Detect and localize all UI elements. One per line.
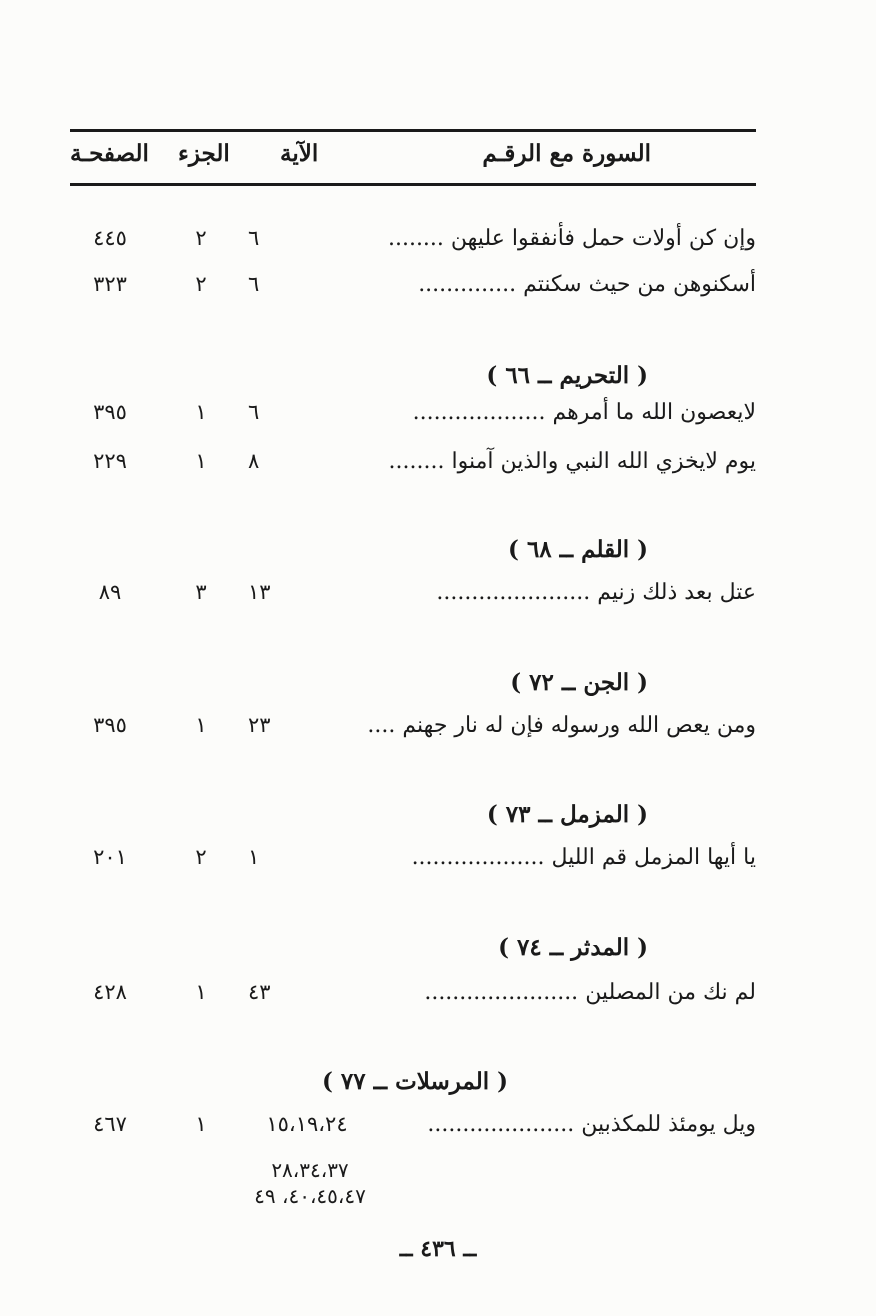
table-row <box>0 713 876 753</box>
verse-words: لم نك من المصلين <box>585 980 756 1005</box>
column-header-juz: الجزء <box>178 140 230 167</box>
page-number: ٣٩٥ <box>93 400 127 424</box>
page-number: ٨٩ <box>98 580 122 604</box>
leader-dots: ...................... <box>436 580 591 605</box>
verse-text <box>376 449 756 474</box>
verse-text <box>376 1112 756 1137</box>
table-row <box>0 400 876 440</box>
page-number: ٢٢٩ <box>93 449 127 473</box>
verse-words: يوم لايخزي الله النبي والذين آمنوا <box>451 449 756 474</box>
leader-dots: .... <box>367 713 396 738</box>
header-rule-top <box>70 129 756 132</box>
surah-heading: ( المرسلات ــ ٧٧ ) <box>321 1068 508 1095</box>
ayah-number: ٦ <box>248 400 260 424</box>
verse-words: يا أيها المزمل قم الليل <box>551 845 756 870</box>
verse-text <box>376 980 756 1005</box>
juz-number: ٣ <box>195 580 207 604</box>
page-number: ٤٦٧ <box>93 1112 127 1136</box>
ayah-number: ٦ <box>248 226 260 250</box>
ayah-number: ٤٣ <box>248 980 271 1004</box>
table-row <box>0 226 876 266</box>
verse-words: عتل بعد ذلك زنيم <box>597 580 756 605</box>
surah-heading: ( التحريم ــ ٦٦ ) <box>486 362 648 389</box>
ayah-number: ٦ <box>248 272 260 296</box>
juz-number: ٢ <box>195 845 207 869</box>
verse-text <box>376 580 756 605</box>
table-row <box>0 580 876 620</box>
surah-heading: ( المدثر ــ ٧٤ ) <box>498 934 648 961</box>
column-header-page: الصفحـة <box>70 140 149 167</box>
page-number: ٣٢٣ <box>93 272 127 296</box>
page-number: ٢٠١ <box>93 845 127 869</box>
verse-text <box>376 226 756 251</box>
verse-text <box>367 713 756 738</box>
column-header-ayah: الآية <box>280 140 319 167</box>
juz-number: ١ <box>195 980 207 1004</box>
page-number-footer: ــ ٤٣٦ ــ <box>399 1236 477 1262</box>
ayah-continuation: ٢٨،٣٤،٣٧ <box>271 1158 349 1182</box>
page-number: ٣٩٥ <box>93 713 127 737</box>
leader-dots: ................... <box>411 845 545 870</box>
verse-words: لايعصون الله ما أمرهم <box>552 400 756 425</box>
verse-words: وإن كن أولات حمل فأنفقوا عليهن <box>450 226 756 251</box>
juz-number: ١ <box>195 1112 207 1136</box>
juz-number: ١ <box>195 449 207 473</box>
verse-words: ويل يومئذ للمكذبين <box>581 1112 756 1137</box>
ayah-continuation: ٤٠،٤٥،٤٧، ٤٩ <box>254 1184 366 1208</box>
juz-number: ٢ <box>195 226 207 250</box>
ayah-number: ٢٣ <box>248 713 271 737</box>
surah-heading: ( القلم ــ ٦٨ ) <box>508 536 648 563</box>
leader-dots: ...................... <box>424 980 579 1005</box>
juz-number: ٢ <box>195 272 207 296</box>
leader-dots: ................... <box>412 400 546 425</box>
juz-number: ١ <box>195 400 207 424</box>
ayah-number: ٨ <box>248 449 260 473</box>
juz-number: ١ <box>195 713 207 737</box>
verse-words: ومن يعص الله ورسوله فإن له نار جهنم <box>402 713 756 738</box>
verse-text <box>376 272 756 297</box>
table-row <box>0 1112 876 1152</box>
leader-dots: .............. <box>418 272 517 297</box>
table-row <box>0 449 876 489</box>
leader-dots: ........ <box>387 226 444 251</box>
surah-heading: ( المزمل ــ ٧٣ ) <box>486 801 648 828</box>
verse-words: أسكنوهن من حيث سكنتم <box>523 272 756 297</box>
verse-text <box>376 845 756 870</box>
leader-dots: ..................... <box>427 1112 575 1137</box>
leader-dots: ........ <box>388 449 445 474</box>
page-number: ٤٢٨ <box>93 980 127 1004</box>
ayah-number: ١ <box>248 845 260 869</box>
surah-heading: ( الجن ــ ٧٢ ) <box>510 669 648 696</box>
column-header-surah: السورة مع الرقـم <box>482 140 651 167</box>
table-row <box>0 845 876 885</box>
page-number: ٤٤٥ <box>93 226 127 250</box>
ayah-number: ١٣ <box>248 580 271 604</box>
header-rule-bottom <box>70 183 756 186</box>
table-row <box>0 980 876 1020</box>
verse-text <box>376 400 756 425</box>
table-row <box>0 272 876 312</box>
ayah-number: ١٥،١٩،٢٤ <box>266 1112 348 1136</box>
